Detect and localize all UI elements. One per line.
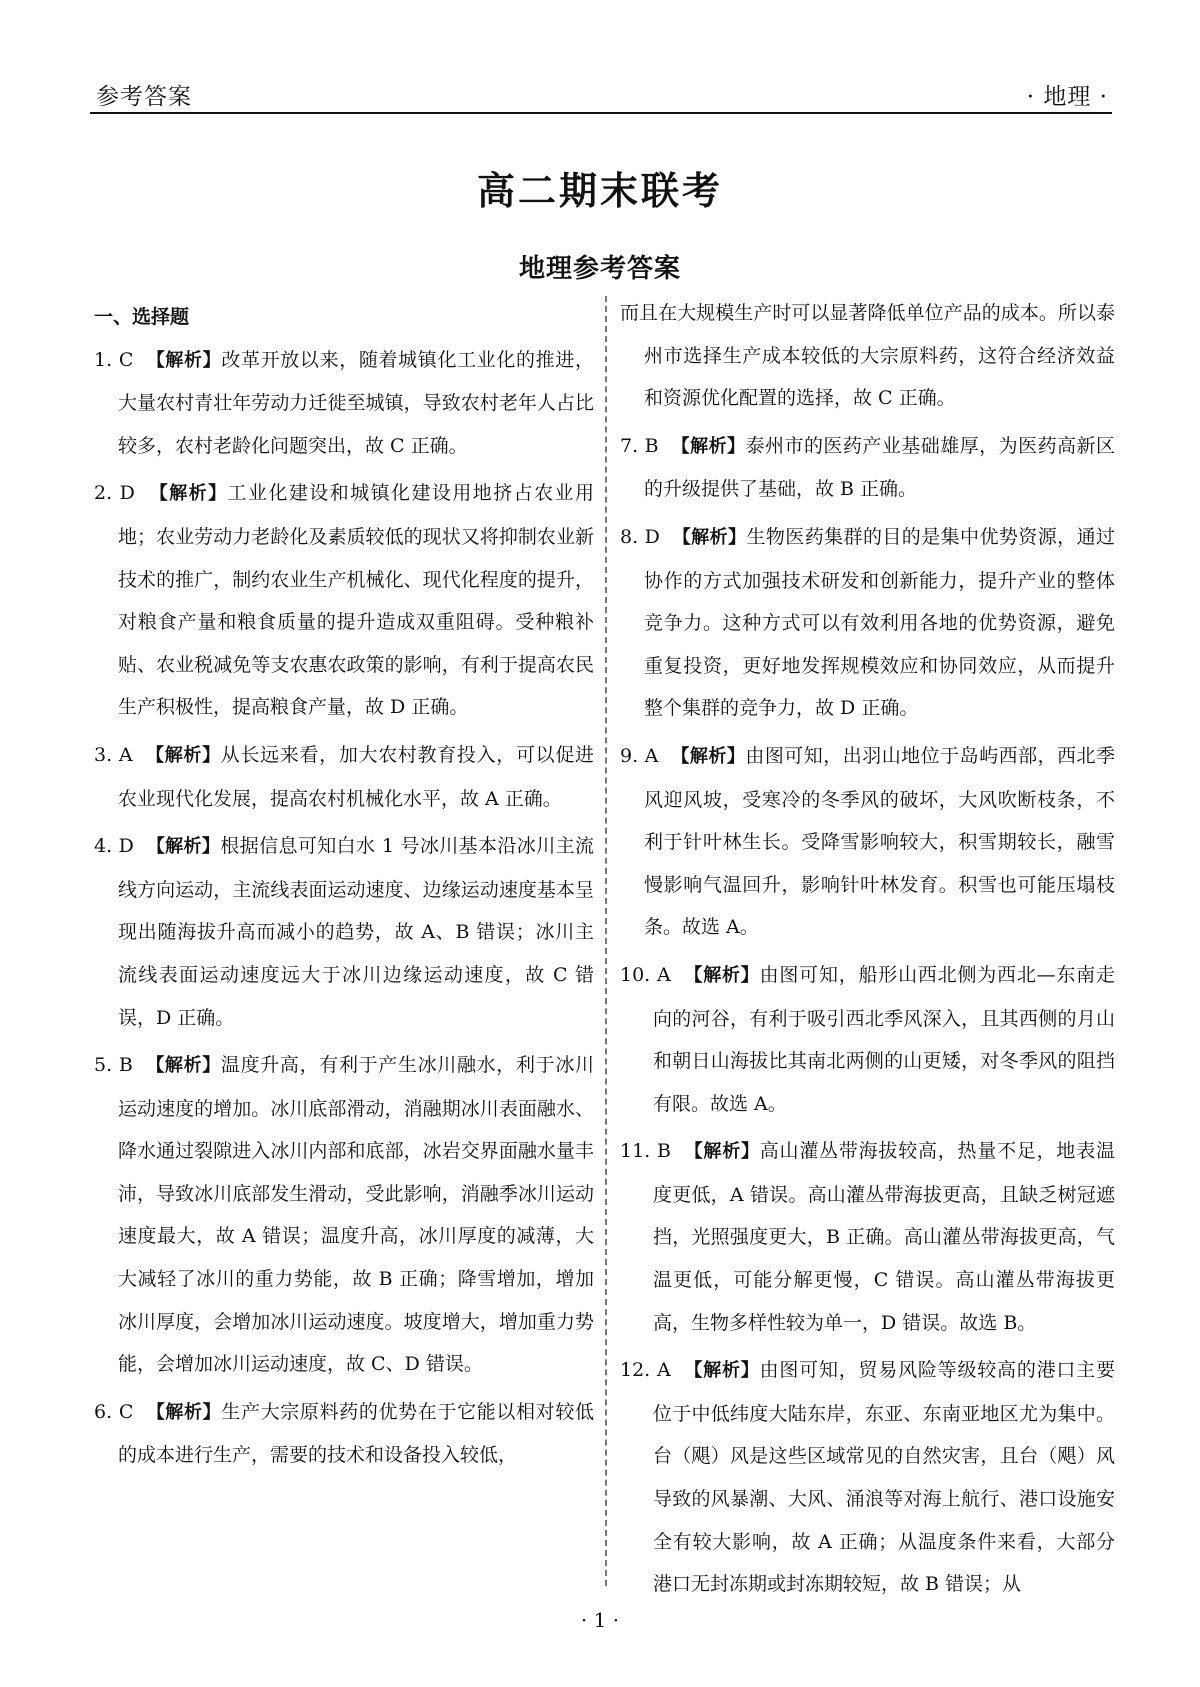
analysis-tag: 【解析】 (684, 1360, 760, 1382)
answer-text: 温度升高，有利于产生冰川融水，利于冰川运动速度的增加。冰川底部滑动，消融期冰川表面融水、降水通过裂隙进入冰川内部和底部，冰岩交界面融水量丰沛，导致冰川底部发生滑动，受此影响，消融季冰川运动速度最大，故 A 错误；温度升高，冰川厚度的减薄，大大减轻了冰川的重力势能，故 B 正确；降雪增加，增加冰川厚度，会增加冰川运动速度。坡度增大，增加重力势能，会增加冰川运动速度，故 C、D 错误。 (118, 1054, 594, 1376)
column-divider (605, 296, 607, 1586)
answer-text: 根据信息可知白水 1 号冰川基本沿冰川主流线方向运动，主流线表面运动速度、边缘运动速度基本呈现出随海拔升高而减小的趋势，故 A、B 错误；冰川主流线表面运动速度远大于冰川边缘运动速度，故 C 错误，D 正确。 (118, 835, 594, 1029)
answer-item-7 (620, 425, 1115, 511)
analysis-tag: 【解析】 (146, 1055, 221, 1077)
answer-text: 高山灌丛带海拔较高，热量不足，地表温度更低，A 错误。高山灌丛带海拔更高，且缺乏树冠遮挡，光照强度更大，B 正确。高山灌丛带海拔更高，气温更低，可能分解更慢，C 错误。高山灌丛带海拔更高，生物多样性较为单一，D 错误。故选 B。 (653, 1140, 1115, 1334)
header-subject-label: · 地理 · (1026, 84, 1108, 110)
answer-text: 而且在大规模生产时可以显著降低单位产品的成本。所以泰州市选择生产成本较低的大宗原料药，这符合经济效益和资源优化配置的选择，故 C 正确。 (620, 302, 1115, 410)
analysis-tag: 【解析】 (149, 483, 228, 505)
answer-text: 从长远来看，加大农村教育投入，可以促进农业现代化发展，提高农村机械化水平，故 A 正确。 (118, 743, 595, 810)
answer-number: 9. A (620, 744, 659, 767)
answer-text: 由图可知，贸易风险等级较高的港口主要位于中低纬度大陆东岸，东亚、东南亚地区尤为集中。台（飓）风是这些区域常见的自然灾害，且台（飓）风导致的风暴潮、大风、涌浪等对海上航行、港口设施安全有较大影响，故 A 正确；从温度条件来看，大部分港口无封冻期或封冻期较短，故 B 错误；从 (653, 1359, 1115, 1596)
answer-number: 11. B (620, 1140, 671, 1163)
answer-number: 3. A (94, 743, 133, 766)
answer-item-8 (620, 516, 1115, 730)
answer-number: 8. D (620, 525, 660, 548)
analysis-tag: 【解析】 (671, 745, 746, 767)
answer-item-10 (620, 954, 1115, 1125)
analysis-tag: 【解析】 (146, 1401, 222, 1423)
answer-text: 改革开放以来，随着城镇化工业化的推进，大量农村青壮年劳动力迁徙至城镇，导致农村老年人占比较多，农村老龄化问题突出，故 C 正确。 (118, 348, 594, 457)
answer-number: 7. B (620, 434, 659, 457)
answer-number: 4. D (94, 835, 134, 858)
answer-number: 6. C (94, 1400, 134, 1423)
right-column (620, 296, 1115, 1611)
answer-number: 5. B (94, 1054, 133, 1077)
answer-number: 10. A (620, 963, 671, 986)
answer-item-6 (94, 1391, 594, 1477)
answer-item-3 (94, 734, 594, 820)
page-header (90, 72, 1112, 114)
answer-text: 由图可知，出羽山地位于岛屿西部，西北季风迎风坡，受寒冷的冬季风的破坏，大风吹断枝条，不利于针叶林生长。受降雪影响较大，积雪期较长，融雪慢影响气温回升，影响针叶林发育。积雪也可能压塌枝条。故选 A。 (644, 744, 1115, 939)
analysis-tag: 【解析】 (146, 349, 222, 371)
page-subtitle: 地理参考答案 (518, 254, 681, 284)
analysis-tag: 【解析】 (684, 964, 760, 986)
page-number: · 1 · (580, 1608, 620, 1632)
answer-number: 2. D (94, 482, 135, 505)
answer-item-4 (94, 825, 594, 1039)
answer-item-12 (620, 1349, 1115, 1606)
answer-item-9 (620, 735, 1115, 949)
analysis-tag: 【解析】 (146, 836, 221, 858)
answer-text: 由图可知，船形山西北侧为西北—东南走向的河谷，有利于吸引西北季风深入，且其西侧的月山和朝日山海拔比其南北两侧的山更矮，对冬季风的阻挡有限。故选 A。 (653, 963, 1115, 1115)
answer-number: 12. A (620, 1359, 671, 1382)
answer-item-2 (94, 472, 594, 729)
answer-item-6-continued (620, 292, 1115, 420)
analysis-tag: 【解析】 (672, 526, 747, 548)
answer-text: 生物医药集群的目的是集中优势资源，通过协作的方式加强技术研发和创新能力，提升产业的整体竞争力。这种方式可以有效利用各地的优势资源，避免重复投资，更好地发挥规模效应和协同效应，从而提升整个集群的竞争力，故 D 正确。 (644, 525, 1115, 720)
answer-item-1 (94, 339, 594, 468)
analysis-tag: 【解析】 (671, 435, 746, 457)
answer-item-11 (620, 1130, 1115, 1344)
section-heading: 一、选择题 (94, 306, 190, 328)
answer-text: 泰州市的医药产业基础雄厚，为医药高新区的升级提供了基础，故 B 正确。 (644, 434, 1115, 501)
page-title: 高二期末联考 (476, 168, 723, 213)
answer-number: 1. C (94, 348, 134, 371)
answer-text: 生产大宗原料药的优势在于它能以相对较低的成本进行生产，需要的技术和设备投入较低， (118, 1400, 594, 1467)
answer-item-5 (94, 1044, 594, 1386)
analysis-tag: 【解析】 (146, 744, 221, 766)
analysis-tag: 【解析】 (684, 1141, 760, 1163)
header-left-label: 参考答案 (96, 84, 192, 110)
answer-text: 工业化建设和城镇化建设用地挤占农业用地；农业劳动力老龄化及素质较低的现状又将抑制农业新技术的推广，制约农业生产机械化、现代化程度的提升，对粮食产量和粮食质量的提升造成双重阻碍。受种粮补贴、农业税减免等支农惠农政策的影响，有利于提高农民生产积极性，提高粮食产量，故 D 正确。 (118, 482, 594, 719)
left-column (94, 296, 594, 1482)
